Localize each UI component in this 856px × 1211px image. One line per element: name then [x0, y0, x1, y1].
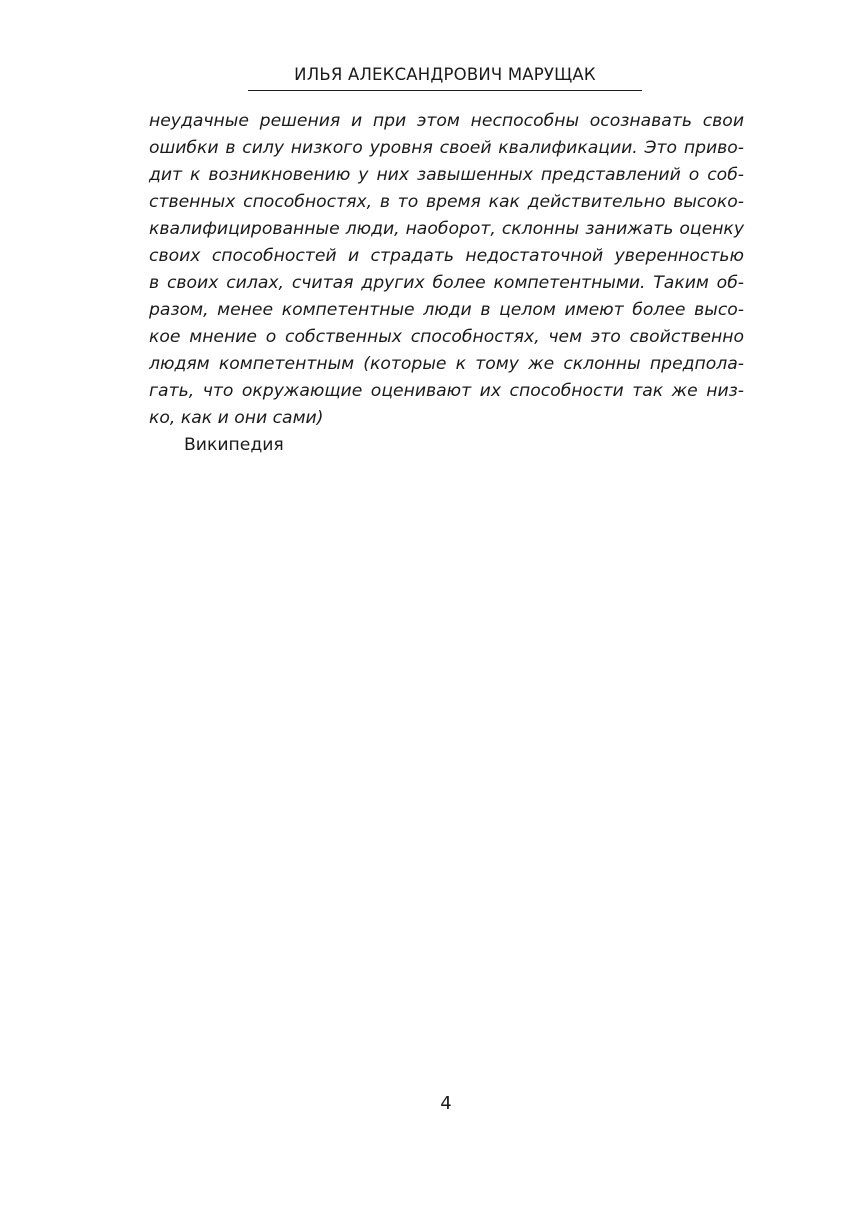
quote-line: кое мнение о собственных способностях, чем это свойственно [149, 327, 744, 347]
quote-line: разом, менее компетентные люди в целом имеют более высо- [149, 300, 744, 320]
page-number: 4 [440, 1093, 452, 1114]
quote-line: ошибки в силу низкого уровня своей квалификации. Это приво- [149, 138, 744, 158]
running-header [248, 64, 642, 91]
quote-line: квалифицированные люди, наоборот, склонны занижать оценку [149, 219, 744, 239]
header-divider [248, 90, 642, 91]
quote-line: ственных способностях, в то время как действительно высоко- [149, 192, 744, 212]
quote-attribution: Википедия [184, 435, 284, 455]
quote-line: неудачные решения и при этом неспособны осознавать свои [149, 111, 744, 131]
running-header-title: ИЛЬЯ АЛЕКСАНДРОВИЧ МАРУЩАК [294, 65, 596, 84]
quote-line: в своих силах, считая других более компетентными. Таким об- [149, 273, 744, 293]
quote-block [149, 108, 744, 459]
quote-line: своих способностей и страдать недостаточной уверенностью [149, 246, 744, 266]
quote-line: людям компетентным (которые к тому же склонны предпола- [149, 354, 744, 374]
quote-line: ко, как и они сами) [149, 408, 324, 428]
quote-line: гать, что окружающие оценивают их способности так же низ- [149, 381, 744, 401]
quote-line: дит к возникновению у них завышенных представлений о соб- [149, 165, 744, 185]
